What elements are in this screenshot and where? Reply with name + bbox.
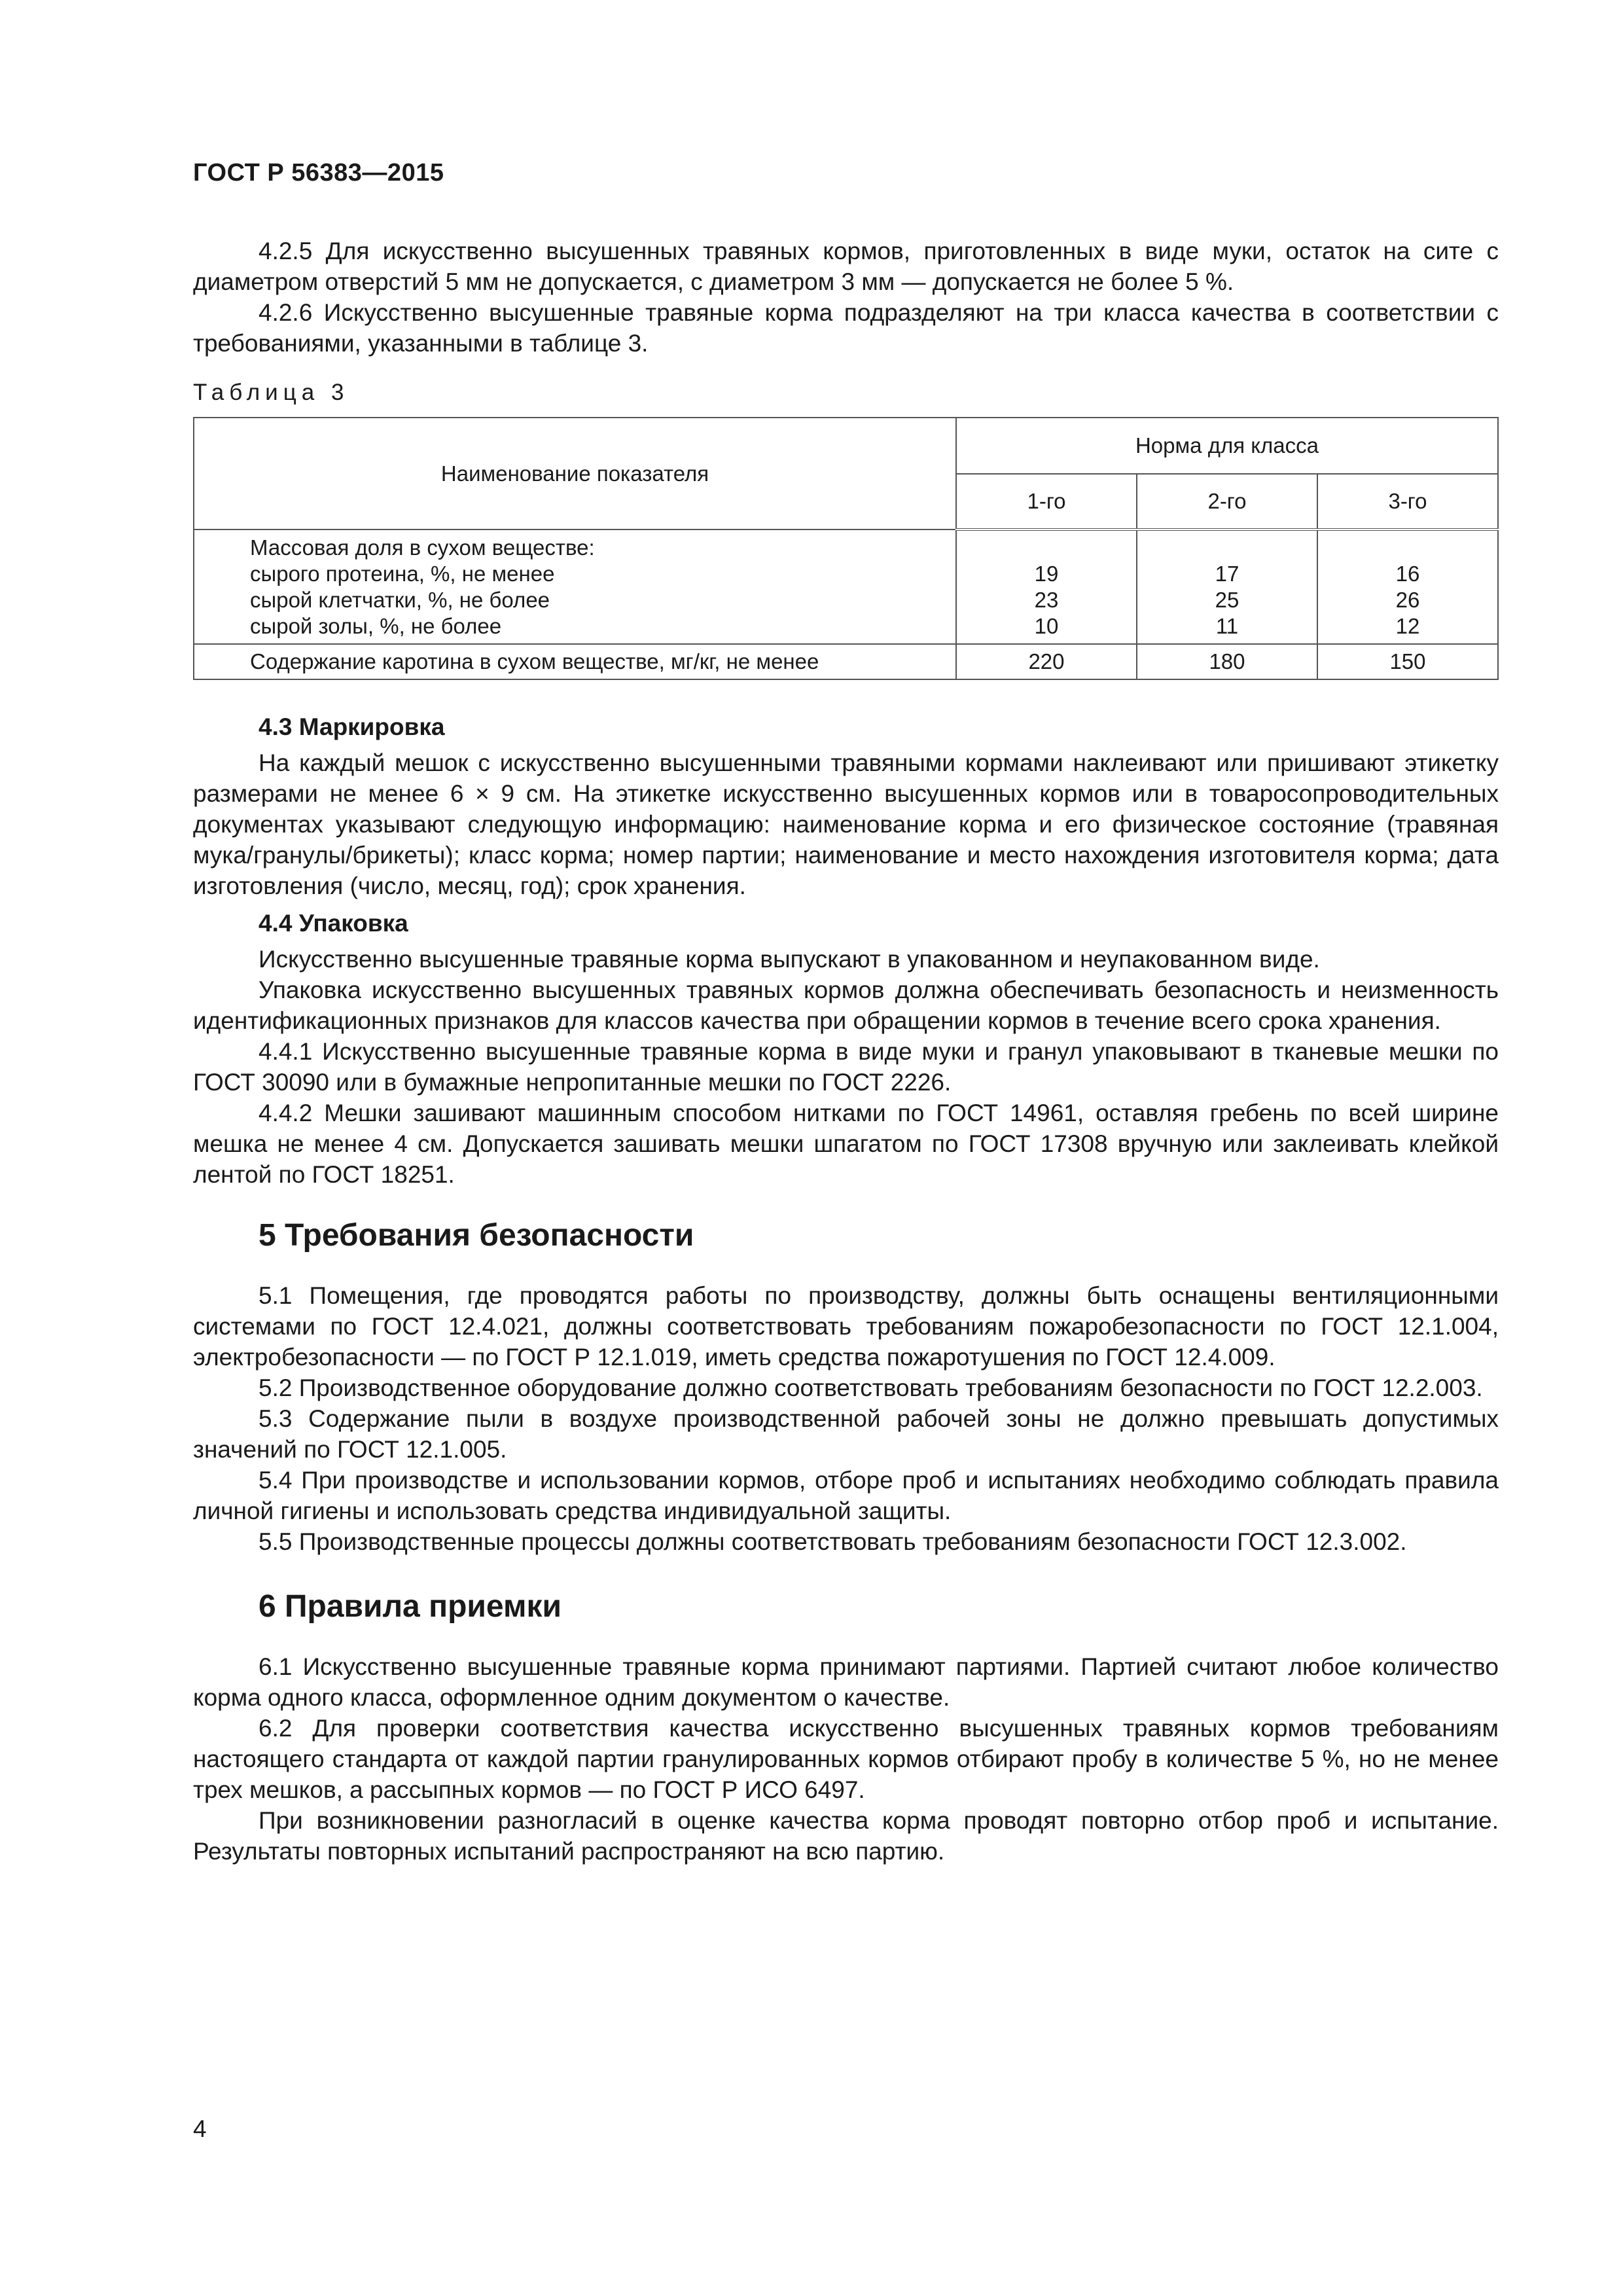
cell-value: 25 (1215, 588, 1240, 612)
paragraph-5-5: 5.5 Производственные процессы должны соответствовать требованиям безопасности ГОСТ 12.3.002. (259, 1528, 1407, 1555)
row-indicator-name (194, 529, 956, 644)
page-number: 4 (193, 2115, 207, 2142)
column-header-class-3: 3-го (1317, 474, 1498, 529)
paragraph-4-4-1: 4.4.1 Искусственно высушенные травяные корма в виде муки и гранул упаковывают в тканевые мешки по ГОСТ 30090 или в бумажные непропитанные мешки по ГОСТ 2226. (193, 1038, 1499, 1096)
cell-value-class-3: 150 (1317, 644, 1498, 679)
cell-value: 17 (1215, 562, 1240, 586)
cell-value (1144, 535, 1310, 561)
row-values-class-1 (956, 529, 1137, 644)
heading-4-4: 4.4 Упаковка (259, 910, 408, 937)
column-header-class-2: 2-го (1137, 474, 1317, 529)
cell-value: 16 (1395, 562, 1420, 586)
cell-value-class-2: 180 (1137, 644, 1317, 679)
paragraph-4-3-text: На каждый мешок с искусственно высушенными травяными кормами наклеивают или пришивают этикетку размерами не менее 6 × 9 см. На этикетке искусственно высушенных кормов или в товаросопроводительных документах указывают следующую информацию: наименование корма и его физическое состояние (травяная мука/гранулы/брикеты); класс корма; номер партии; наименование и место нахождения изготовителя корма; дата изготовления (число, месяц, год); срок хранения. (193, 749, 1499, 899)
paragraph-6-2-disputes: При возникновении разногласий в оценке качества корма проводят повторно отбор проб и испытание. Результаты повторных испытаний распространяют на всю партию. (193, 1807, 1499, 1865)
paragraph-5-1: 5.1 Помещения, где проводятся работы по производству, должны быть оснащены вентиляционными системами по ГОСТ 12.4.021, должны соответствовать требованиям пожаробезопасности по ГОСТ 12.1.004, электробезопасности — по ГОСТ Р 12.1.019, иметь средства пожаротушения по ГОСТ 12.4.009. (193, 1282, 1499, 1371)
paragraph-5-4: 5.4 При производстве и использовании кормов, отборе проб и испытаниях необходимо соблюдать правила личной гигиены и использовать средства индивидуальной защиты. (193, 1467, 1499, 1524)
row-values-class-3 (1317, 529, 1498, 644)
heading-section-6: 6 Правила приемки (259, 1589, 562, 1624)
table-row (194, 644, 1498, 679)
page-content (193, 236, 1499, 1867)
row-line: сырой клетчатки, %, не более (250, 587, 550, 612)
row-line: сырого протеина, %, не менее (250, 561, 555, 586)
row-values-class-2 (1137, 529, 1317, 644)
paragraph-4-4-2: 4.4.2 Мешки зашивают машинным способом нитками по ГОСТ 14961, оставляя гребень по всей ширине мешка не менее 4 см. Допускается зашивать мешки шпагатом по ГОСТ 17308 вручную или заклеивать клейкой лентой по ГОСТ 18251. (193, 1100, 1499, 1188)
paragraph-5-3: 5.3 Содержание пыли в воздухе производственной рабочей зоны не должно превышать допустимых значений по ГОСТ 12.1.005. (193, 1405, 1499, 1463)
document-code-header: ГОСТ Р 56383—2015 (193, 159, 444, 187)
cell-value: 11 (1215, 614, 1239, 638)
cell-value: 23 (1034, 588, 1059, 612)
cell-value (963, 535, 1130, 561)
paragraph-5-2: 5.2 Производственное оборудование должно соответствовать требованиям безопасности по ГОСТ 12.2.003. (259, 1374, 1483, 1401)
row-line: Массовая доля в сухом веществе: (250, 535, 595, 560)
row-indicator-name: Содержание каротина в сухом веществе, мг/кг, не менее (194, 644, 956, 679)
table-caption: Таблица 3 (193, 380, 349, 405)
heading-4-3: 4.3 Маркировка (259, 713, 445, 740)
row-line: сырой золы, %, не более (250, 613, 502, 638)
paragraph-4-2-6: 4.2.6 Искусственно высушенные травяные корма подразделяют на три класса качества в соответствии с требованиями, указанными в таблице 3. (193, 299, 1499, 357)
cell-value-class-1: 220 (956, 644, 1137, 679)
paragraph-4-4-b: Упаковка искусственно высушенных травяных кормов должна обеспечивать безопасность и неизменность идентификационных признаков для классов качества при обращении кормов в течение всего срока хранения. (193, 977, 1499, 1034)
cell-value: 10 (1034, 614, 1059, 638)
paragraph-4-4-a: Искусственно высушенные травяные корма выпускают в упакованном и неупакованном виде. (259, 946, 1320, 973)
column-header-indicator: Наименование показателя (194, 418, 956, 529)
paragraph-4-2-5: 4.2.5 Для искусственно высушенных травяных кормов, приготовленных в виде муки, остаток на сите с диаметром отверстий 5 мм не допускается, с диаметром 3 мм — допускается не более 5 %. (193, 238, 1499, 295)
cell-value: 12 (1395, 614, 1420, 638)
paragraph-6-1: 6.1 Искусственно высушенные травяные корма принимают партиями. Партией считают любое количество корма одного класса, оформленное одним документом о качестве. (193, 1653, 1499, 1711)
paragraph-6-2: 6.2 Для проверки соответствия качества искусственно высушенных травяных кормов требованиям настоящего стандарта от каждой партии гранулированных кормов отбирают пробу в количестве 5 %, но не менее трех мешков, а рассыпных кормов — по ГОСТ Р ИСО 6497. (193, 1715, 1499, 1803)
quality-classes-table (193, 417, 1499, 680)
column-header-class-1: 1-го (956, 474, 1137, 529)
heading-section-5: 5 Требования безопасности (259, 1218, 694, 1253)
column-group-header: Норма для класса (956, 418, 1498, 474)
cell-value: 19 (1034, 562, 1059, 586)
cell-value: 26 (1395, 588, 1420, 612)
table-row (194, 529, 1498, 644)
cell-value (1325, 535, 1491, 561)
